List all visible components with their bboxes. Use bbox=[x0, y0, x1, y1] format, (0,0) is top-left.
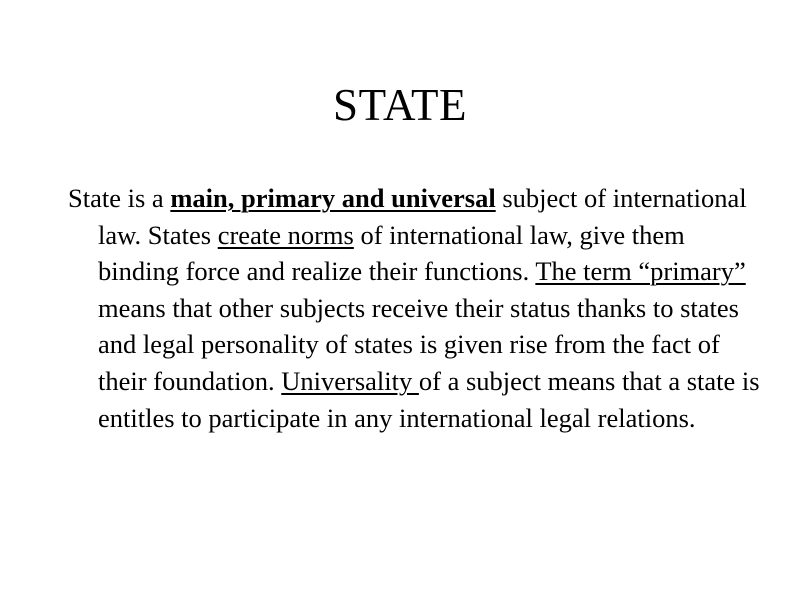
text-segment: subject of international law. States bbox=[98, 183, 747, 250]
underlined-create-norms: create norms bbox=[217, 219, 354, 250]
slide-title: STATE bbox=[333, 80, 467, 130]
text-segment: of international law, give them binding force and realize their functions. bbox=[98, 219, 685, 287]
text-segment: of a subject means that a state is entitles to participate in any international legal relations. bbox=[98, 365, 760, 433]
slide-body-paragraph bbox=[68, 180, 764, 436]
emphasis-main-primary-universal: main, primary and universal bbox=[170, 183, 496, 213]
text-segment: means that other subjects receive their status thanks to states and legal personality of states is given rise from the fact of their foundation. bbox=[98, 292, 739, 396]
text-segment: State is a bbox=[68, 183, 171, 213]
underlined-term-primary: The term “primary” bbox=[535, 256, 746, 287]
underlined-universality: Universality bbox=[281, 365, 419, 396]
